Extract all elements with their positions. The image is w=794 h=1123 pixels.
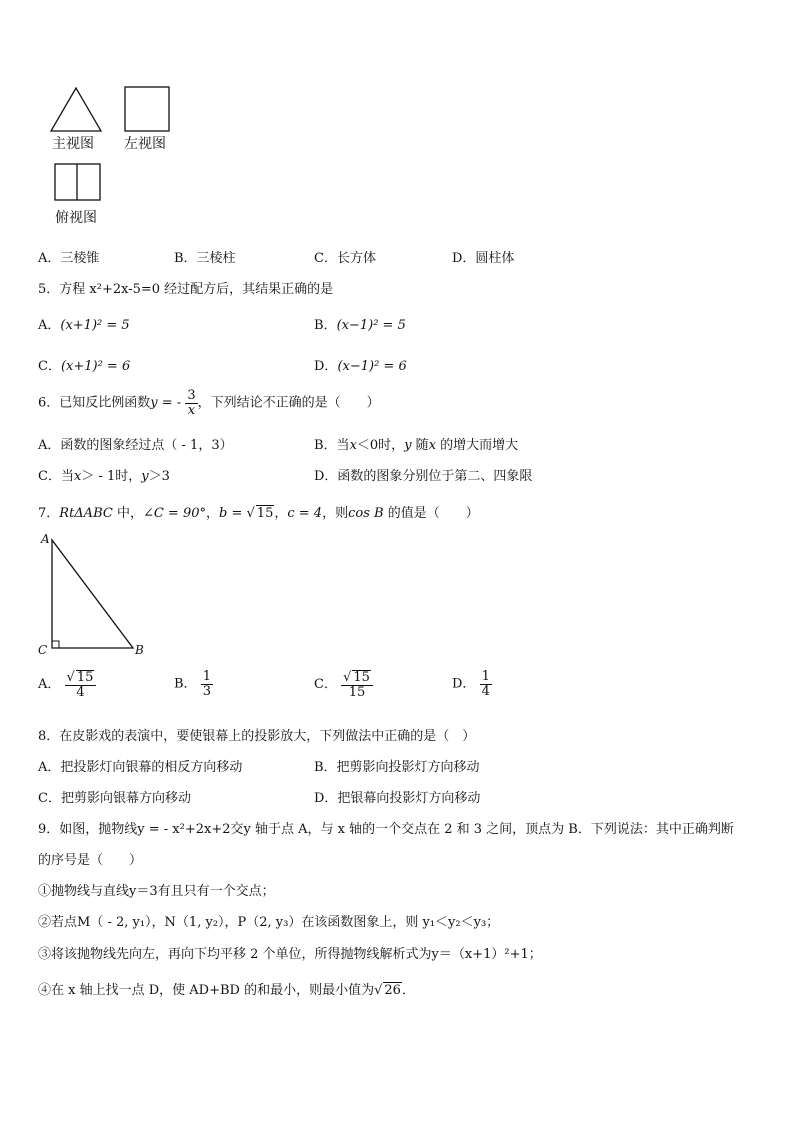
q7-in: 中，	[112, 506, 143, 521]
q7-c-prefix: C．	[314, 677, 337, 693]
q9-s4-before: ④在 x 轴上找一点 D，使 AD+BD 的和最小，则最小值为	[38, 983, 375, 998]
q7-label-b: B	[135, 643, 144, 657]
q7-cos: cos B	[348, 506, 384, 521]
q6-b-end: 的增大而增大	[436, 438, 519, 453]
q6-stem-after: ，下列结论不正确的是（ ）	[197, 395, 380, 411]
q5-option-d[interactable]	[314, 359, 407, 375]
q6-c-end: ＞3	[148, 469, 170, 484]
q7-a-prefix: A．	[38, 677, 61, 693]
three-views-figure	[40, 80, 190, 230]
left-view-label: 左视图	[124, 136, 166, 152]
q7-stem	[38, 505, 479, 522]
q7-d-prefix: D．	[452, 676, 476, 692]
q9-statement-4	[38, 982, 415, 999]
q9-statement-2: ②若点M（ - 2, y₁），N（1, y₂），P（2, y₃）在该函数图象上，则 y₁＜y₂＜y₃；	[38, 915, 500, 930]
q6-b-var3: x	[428, 438, 437, 453]
q6-b-var2: y	[404, 438, 412, 453]
q7-label-a: A	[41, 532, 50, 546]
q6-c-before: C．当	[38, 469, 74, 484]
q8-option-d[interactable]: D．把银幕向投影灯方向移动	[314, 791, 481, 806]
q7-b-fraction	[201, 670, 213, 698]
q5-d-math: (x−1)² = 6	[337, 359, 407, 374]
q6-option-d[interactable]: D．函数的图象分别位于第二、四象限	[314, 469, 533, 484]
front-view-label: 主视图	[52, 136, 94, 152]
q9-s4-radicand: 26	[384, 983, 401, 998]
q7-option-b[interactable]	[174, 670, 213, 698]
q7-a-fraction	[65, 670, 97, 699]
q7-then: ，则	[322, 506, 349, 521]
q7-b-den: 3	[202, 683, 211, 699]
q7-b-prefix: B．	[174, 676, 197, 692]
q6-frac-num: 3	[187, 388, 196, 403]
q7-b-num: 1	[202, 669, 211, 684]
q7-b-radicand: 15	[256, 506, 274, 521]
q6-c-var: x	[73, 469, 82, 484]
q7-c-num-radicand: 15	[353, 670, 370, 685]
q7-d-fraction	[480, 670, 492, 698]
q6-b-before: B．当	[314, 438, 350, 453]
q4-option-d[interactable]: D．圆柱体	[452, 251, 515, 266]
q7-label-c: C	[38, 643, 48, 657]
q7-triangle-shape	[52, 540, 133, 648]
q6-stem-before: 6．已知反比例函数	[38, 395, 151, 411]
top-view-label: 俯视图	[55, 210, 97, 226]
q5-stem: 5．方程 x²+2x-5=0 经过配方后，其结果正确的是	[38, 282, 334, 297]
q9-stem-line1: 9．如图，抛物线y = - x²+2x+2交y 轴于点 A，与 x 轴的一个交点在 2 和 3 之间，顶点为 B．下列说法：其中正确判断	[38, 822, 734, 837]
front-view-triangle	[51, 88, 101, 131]
q5-option-c[interactable]	[38, 359, 130, 375]
q7-a-num: √ 15	[65, 670, 97, 686]
q7-option-c[interactable]	[314, 670, 373, 699]
q8-option-b[interactable]: B．把剪影向投影灯方向移动	[314, 760, 480, 775]
q9-statement-3: ③将该抛物线先向左，再向下均平移 2 个单位，所得抛物线解析式为y＝（x+1）²+1；	[38, 947, 542, 962]
q8-option-c[interactable]: C．把剪影向银幕方向移动	[38, 791, 191, 806]
q6-option-b[interactable]	[314, 438, 518, 454]
q6-b-after: ＜0时，	[356, 438, 405, 453]
q8-stem: 8．在皮影戏的表演中，要使银幕上的投影放大，下列做法中正确的是（ ）	[38, 729, 476, 744]
q7-a-den: 4	[76, 684, 85, 700]
q7-option-d[interactable]	[452, 670, 492, 698]
q7-end: 的值是（ ）	[383, 506, 479, 521]
q7-triangle-figure	[36, 532, 156, 660]
q4-option-a[interactable]: A．三棱锥	[38, 251, 100, 266]
q7-c-den: 15	[348, 684, 366, 700]
q7-sep1: ，	[206, 506, 220, 521]
q7-sep2: ，	[274, 506, 288, 521]
q8-option-a[interactable]: A．把投影灯向银幕的相反方向移动	[38, 760, 243, 775]
q7-c-num: √ 15	[341, 670, 373, 686]
q7-right-angle-mark	[52, 641, 59, 648]
q5-b-math: (x−1)² = 5	[336, 318, 406, 333]
q7-d-den: 4	[481, 683, 490, 699]
left-view-square	[125, 87, 169, 131]
q9-s4-end: ．	[401, 983, 415, 998]
q9-sqrt-sign: √	[374, 983, 383, 998]
q7-angle: ∠C = 90°	[142, 506, 206, 521]
q7-triangle: RtΔABC	[59, 506, 113, 521]
q5-c-prefix: C．	[38, 359, 61, 374]
q6-b-var: x	[349, 438, 357, 453]
q6-c-var2: y	[141, 469, 149, 484]
q7-c-fraction	[341, 670, 373, 699]
q7-num: 7．	[38, 506, 60, 521]
q6-frac-den: x	[187, 402, 196, 418]
q4-option-b[interactable]: B．三棱柱	[174, 251, 236, 266]
q5-option-b[interactable]	[314, 318, 406, 334]
q9-stem-line2: 的序号是（ ）	[38, 853, 143, 868]
q6-c-mid: ＞ - 1时，	[81, 469, 142, 484]
q6-stem	[38, 389, 380, 417]
q5-d-prefix: D．	[314, 359, 338, 374]
q6-option-c[interactable]	[38, 469, 170, 485]
q4-option-c[interactable]: C．长方体	[314, 251, 376, 266]
q5-a-prefix: A．	[38, 318, 61, 333]
q5-option-a[interactable]	[38, 318, 130, 334]
q7-b: b =	[219, 506, 247, 521]
q6-fraction	[185, 389, 197, 417]
q6-func-lhs: y = -	[150, 395, 182, 411]
q7-sqrt-sign: √	[246, 506, 255, 521]
q5-c-math: (x+1)² = 6	[60, 359, 131, 374]
q6-option-a[interactable]: A．函数的图象经过点（ - 1，3）	[38, 438, 233, 453]
q7-option-a[interactable]	[38, 670, 96, 699]
q9-statement-1: ①抛物线与直线y＝3有且只有一个交点；	[38, 884, 275, 899]
q7-c: c = 4	[287, 506, 323, 521]
q5-b-prefix: B．	[314, 318, 337, 333]
q5-a-math: (x+1)² = 5	[60, 318, 130, 333]
q7-a-num-radicand: 15	[76, 670, 94, 685]
q6-b-mid: 随	[411, 438, 429, 453]
q7-d-num: 1	[481, 669, 490, 684]
